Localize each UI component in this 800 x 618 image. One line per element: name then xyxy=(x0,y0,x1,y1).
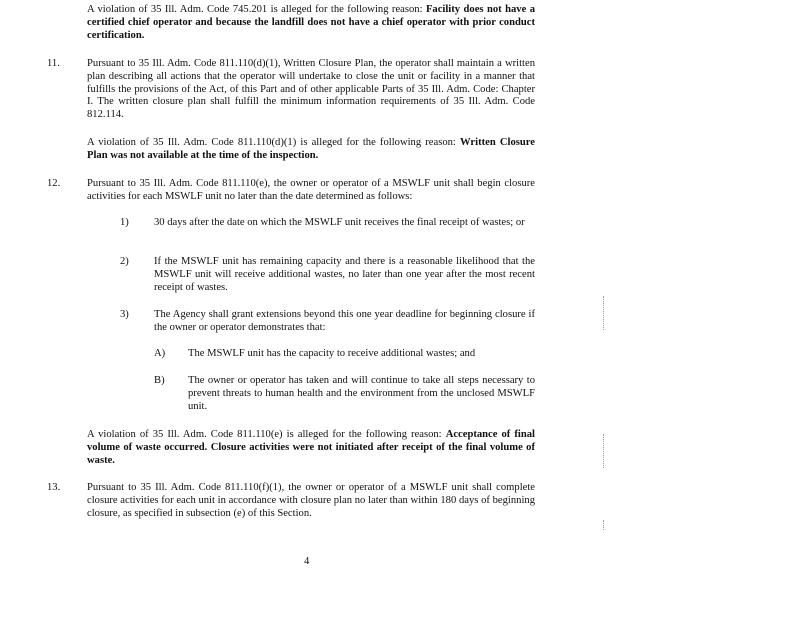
item-12-subA-number: A) xyxy=(154,348,166,359)
item-12-paragraph: Pursuant to 35 Ill. Adm. Code 811.110(e), the owner or operator of a MSWLF unit shall begin closure activities for each MSWLF unit no later than the date determined as follows: xyxy=(87,178,535,202)
item-12-sub2-text: If the MSWLF unit has remaining capacity and there is a reasonable likelihood that the MSWLF unit will receive additional wastes, no later than one year after the most recent receipt of wastes. xyxy=(154,256,535,293)
violation-12-reason: Acceptance of final volume of waste occurred. Closure activities were not initiated after receipt of the final volume of waste. xyxy=(87,429,535,466)
item-13-number: 13. xyxy=(47,482,61,493)
violation-10-paragraph xyxy=(87,4,535,42)
violation-11-paragraph xyxy=(87,137,535,163)
item-12-sub1-text: 30 days after the date on which the MSWLF unit receives the final receipt of wastes; or xyxy=(154,217,525,228)
violation-10-text: A violation of 35 Ill. Adm. Code 745.201 is alleged for the following reason: xyxy=(87,4,426,15)
margin-mark xyxy=(603,296,605,330)
violation-12-paragraph xyxy=(87,429,535,467)
item-12-number: 12. xyxy=(47,178,61,189)
violation-11-text: A violation of 35 Ill. Adm. Code 811.110(d)(1) is alleged for the following reason: xyxy=(87,137,461,148)
page-number: 4 xyxy=(304,556,310,567)
violation-11-reason: Written Closure Plan was not available at the time of the inspection. xyxy=(87,137,535,161)
margin-mark xyxy=(603,434,605,468)
item-13-paragraph: Pursuant to 35 Ill. Adm. Code 811.110(f)(1), the owner or operator of a MSWLF unit shall complete closure activities for each unit in accordance with closure plan no later than within 180 days of beginning closure, as specified in subsection (e) of this Section. xyxy=(87,482,535,519)
violation-10-reason: Facility does not have a certified chief operator and because the landfill does not have a chief operator with prior conduct certification. xyxy=(87,4,535,41)
item-12-sub3-number: 3) xyxy=(120,309,129,320)
item-12-subB-text: The owner or operator has taken and will continue to take all steps necessary to prevent threats to human health and the environment from the unclosed MSWLF unit. xyxy=(188,375,535,412)
margin-mark xyxy=(603,520,605,530)
item-12-subB-number: B) xyxy=(154,375,165,386)
item-11-paragraph: Pursuant to 35 Ill. Adm. Code 811.110(d)(1), Written Closure Plan, the operator shall maintain a written plan describing all actions that the operator will undertake to close the unit or facility in a manner that fulfills the provisions of the Act, of this Part and of other applicable Parts of 35 Ill. Adm. Code: Chapter I. The written closure plan shall fulfill the minimum information requirements of 35 Ill. Adm. Code 812.114. xyxy=(87,58,535,121)
item-12-subA-text: The MSWLF unit has the capacity to receive additional wastes; and xyxy=(188,348,476,359)
item-12-sub1-number: 1) xyxy=(120,217,129,228)
item-11-number: 11. xyxy=(47,58,60,69)
violation-12-text: A violation of 35 Ill. Adm. Code 811.110(e) is alleged for the following reason: xyxy=(87,429,446,440)
item-12-sub3-text: The Agency shall grant extensions beyond this one year deadline for beginning closure if the owner or operator demonstrates that: xyxy=(154,309,535,333)
item-12-sub2-number: 2) xyxy=(120,256,129,267)
